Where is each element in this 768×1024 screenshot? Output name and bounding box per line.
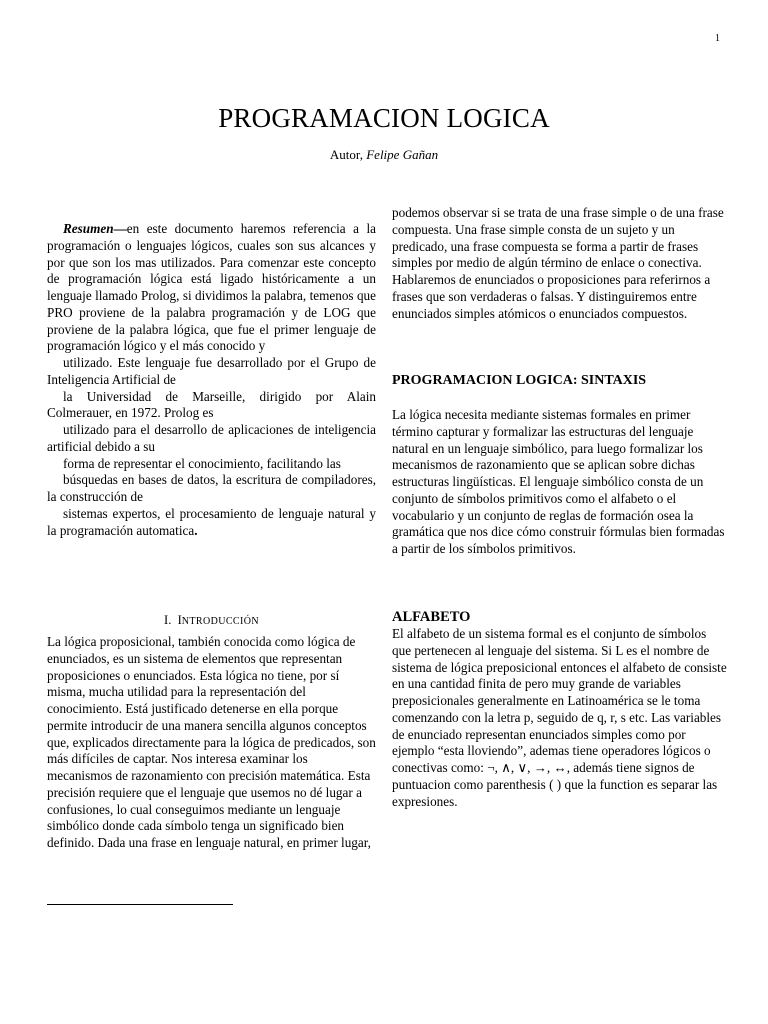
intro-paragraph: La lógica proposicional, también conocida como lógica de enunciados, es un sistema de elementos que representan proposiciones o enunciados. Esta lógica no tiene, por sí misma, mucha utilidad para la representación del conocimiento. Está justificado detenerse en ella porque permite introducir de una manera sencilla algunos conceptos que, explicados directamente para la lógica de predicados, son más difíciles de captar. Nos interesa examinar los mecanismos de razonamiento con precisión matemática. Esta precisión requiere que el lenguaje que usemos no dé lugar a confusiones, lo cual conseguimos mediante un lenguaje simbólico donde cada símbolo tenga un significado bien definido. Dada una frase en lenguaje natural, en primer lugar,: [47, 634, 376, 850]
author-prefix: Autor,: [329, 147, 367, 162]
abstract-paragraph: búsquedas en bases de datos, la escritura de compiladores, la construcción de: [47, 472, 376, 504]
abstract-end: .: [194, 522, 198, 538]
section-heading-introduccion: [47, 613, 376, 628]
right-continuation-paragraph: podemos observar si se trata de una frase simple o de una frase compuesta. Una frase simple consta de un sujeto y un predicado, una frase compuesta se forma a partir de frases simples por medio de algún término de enlace o conectiva. Hablaremos de enunciados o proposiciones para referirnos a frases que son verdaderas o falsas. Y distinguiremos entre enunciados simples atómicos o enunciados compuestos.: [392, 205, 724, 321]
abstract-text: sistemas expertos, el procesamiento de lenguaje natural y la programación automatica: [47, 505, 376, 538]
abstract-text: en este documento haremos referencia a la programación o lenguajes lógicos, cuales son sus alcances y por que son los mas utilizados. Para comenzar este concepto de programación lógica está ligado históricamente a un lenguaje llamado Prolog, si dividimos la palabra, temenos que PRO proviene de la palabra programación y de LOG que proviene de la palabra lógica, que fue el primer lenguaje de programación lógico y el más conocido y: [47, 221, 376, 354]
abstract-paragraph: la Universidad de Marseille, dirigido por Alain Colmerauer, en 1972. Prolog es: [47, 388, 376, 421]
sintaxis-paragraph: La lógica necesita mediante sistemas formales en primer término capturar y formalizar las estructuras del lenguaje natural en un lenguaje simbólico, para luego formalizar los mecanismos de razonamiento que se aplican sobre dichas estructuras lingüísticas. El lenguaje simbólico consta de un conjunto de símbolos primitivos como el alfabeto o el vocabulario y un conjunto de reglas de formación osea la gramática que nos dice cómo construir fórmulas bien formadas a partir de los símbolos primitivos.: [392, 407, 725, 556]
section-rest: NTRODUCCIÓN: [181, 616, 259, 627]
heading-sintaxis: PROGRAMACION LOGICA: SINTAXIS: [392, 373, 647, 388]
alfabeto-paragraph: El alfabeto de un sistema formal es el conjunto de símbolos que pertenecen al lenguaje del sistema. Si L es el nombre de sistema de lógica preposicional entonces el alfabeto de consiste en una cantidad finita de pero muy grande de variables preposicionales generalmente en Latinoamérica se le toma comenzando con la letra p, seguido de q, r, s etc. Las variables de enunciado representan enunciados simples como por ejemplo “esta lloviendo”, ademas tiene operadores lógicos o conectivas como: ¬, ∧, ∨, →, ↔, además tiene signos de puntuacion como parenthesis ( ) que la function es separar las expresiones.: [392, 626, 727, 809]
section-first-letter: I: [177, 613, 182, 627]
abstract-paragraph: forma de representar el conocimiento, facilitando las: [63, 455, 341, 471]
heading-alfabeto: ALFABETO: [392, 609, 471, 625]
page-number: 1: [715, 33, 720, 44]
abstract-label: Resumen: [63, 221, 114, 236]
abstract-paragraph: [47, 221, 376, 355]
abstract-paragraph: [47, 506, 376, 540]
author-line: [0, 147, 768, 163]
paper-title: PROGRAMACION LOGICA: [218, 103, 550, 133]
footnote-rule: [47, 904, 233, 905]
author-name: Felipe Gañan: [366, 147, 439, 162]
abstract: [47, 221, 376, 539]
abstract-dash: —: [113, 221, 127, 236]
section-numeral: I.: [164, 613, 172, 627]
abstract-paragraph: utilizado. Este lenguaje fue desarrollado por el Grupo de Inteligencia Artificial de: [47, 355, 376, 387]
abstract-paragraph: utilizado para el desarrollo de aplicaciones de inteligencia artificial debido a su: [47, 422, 376, 454]
